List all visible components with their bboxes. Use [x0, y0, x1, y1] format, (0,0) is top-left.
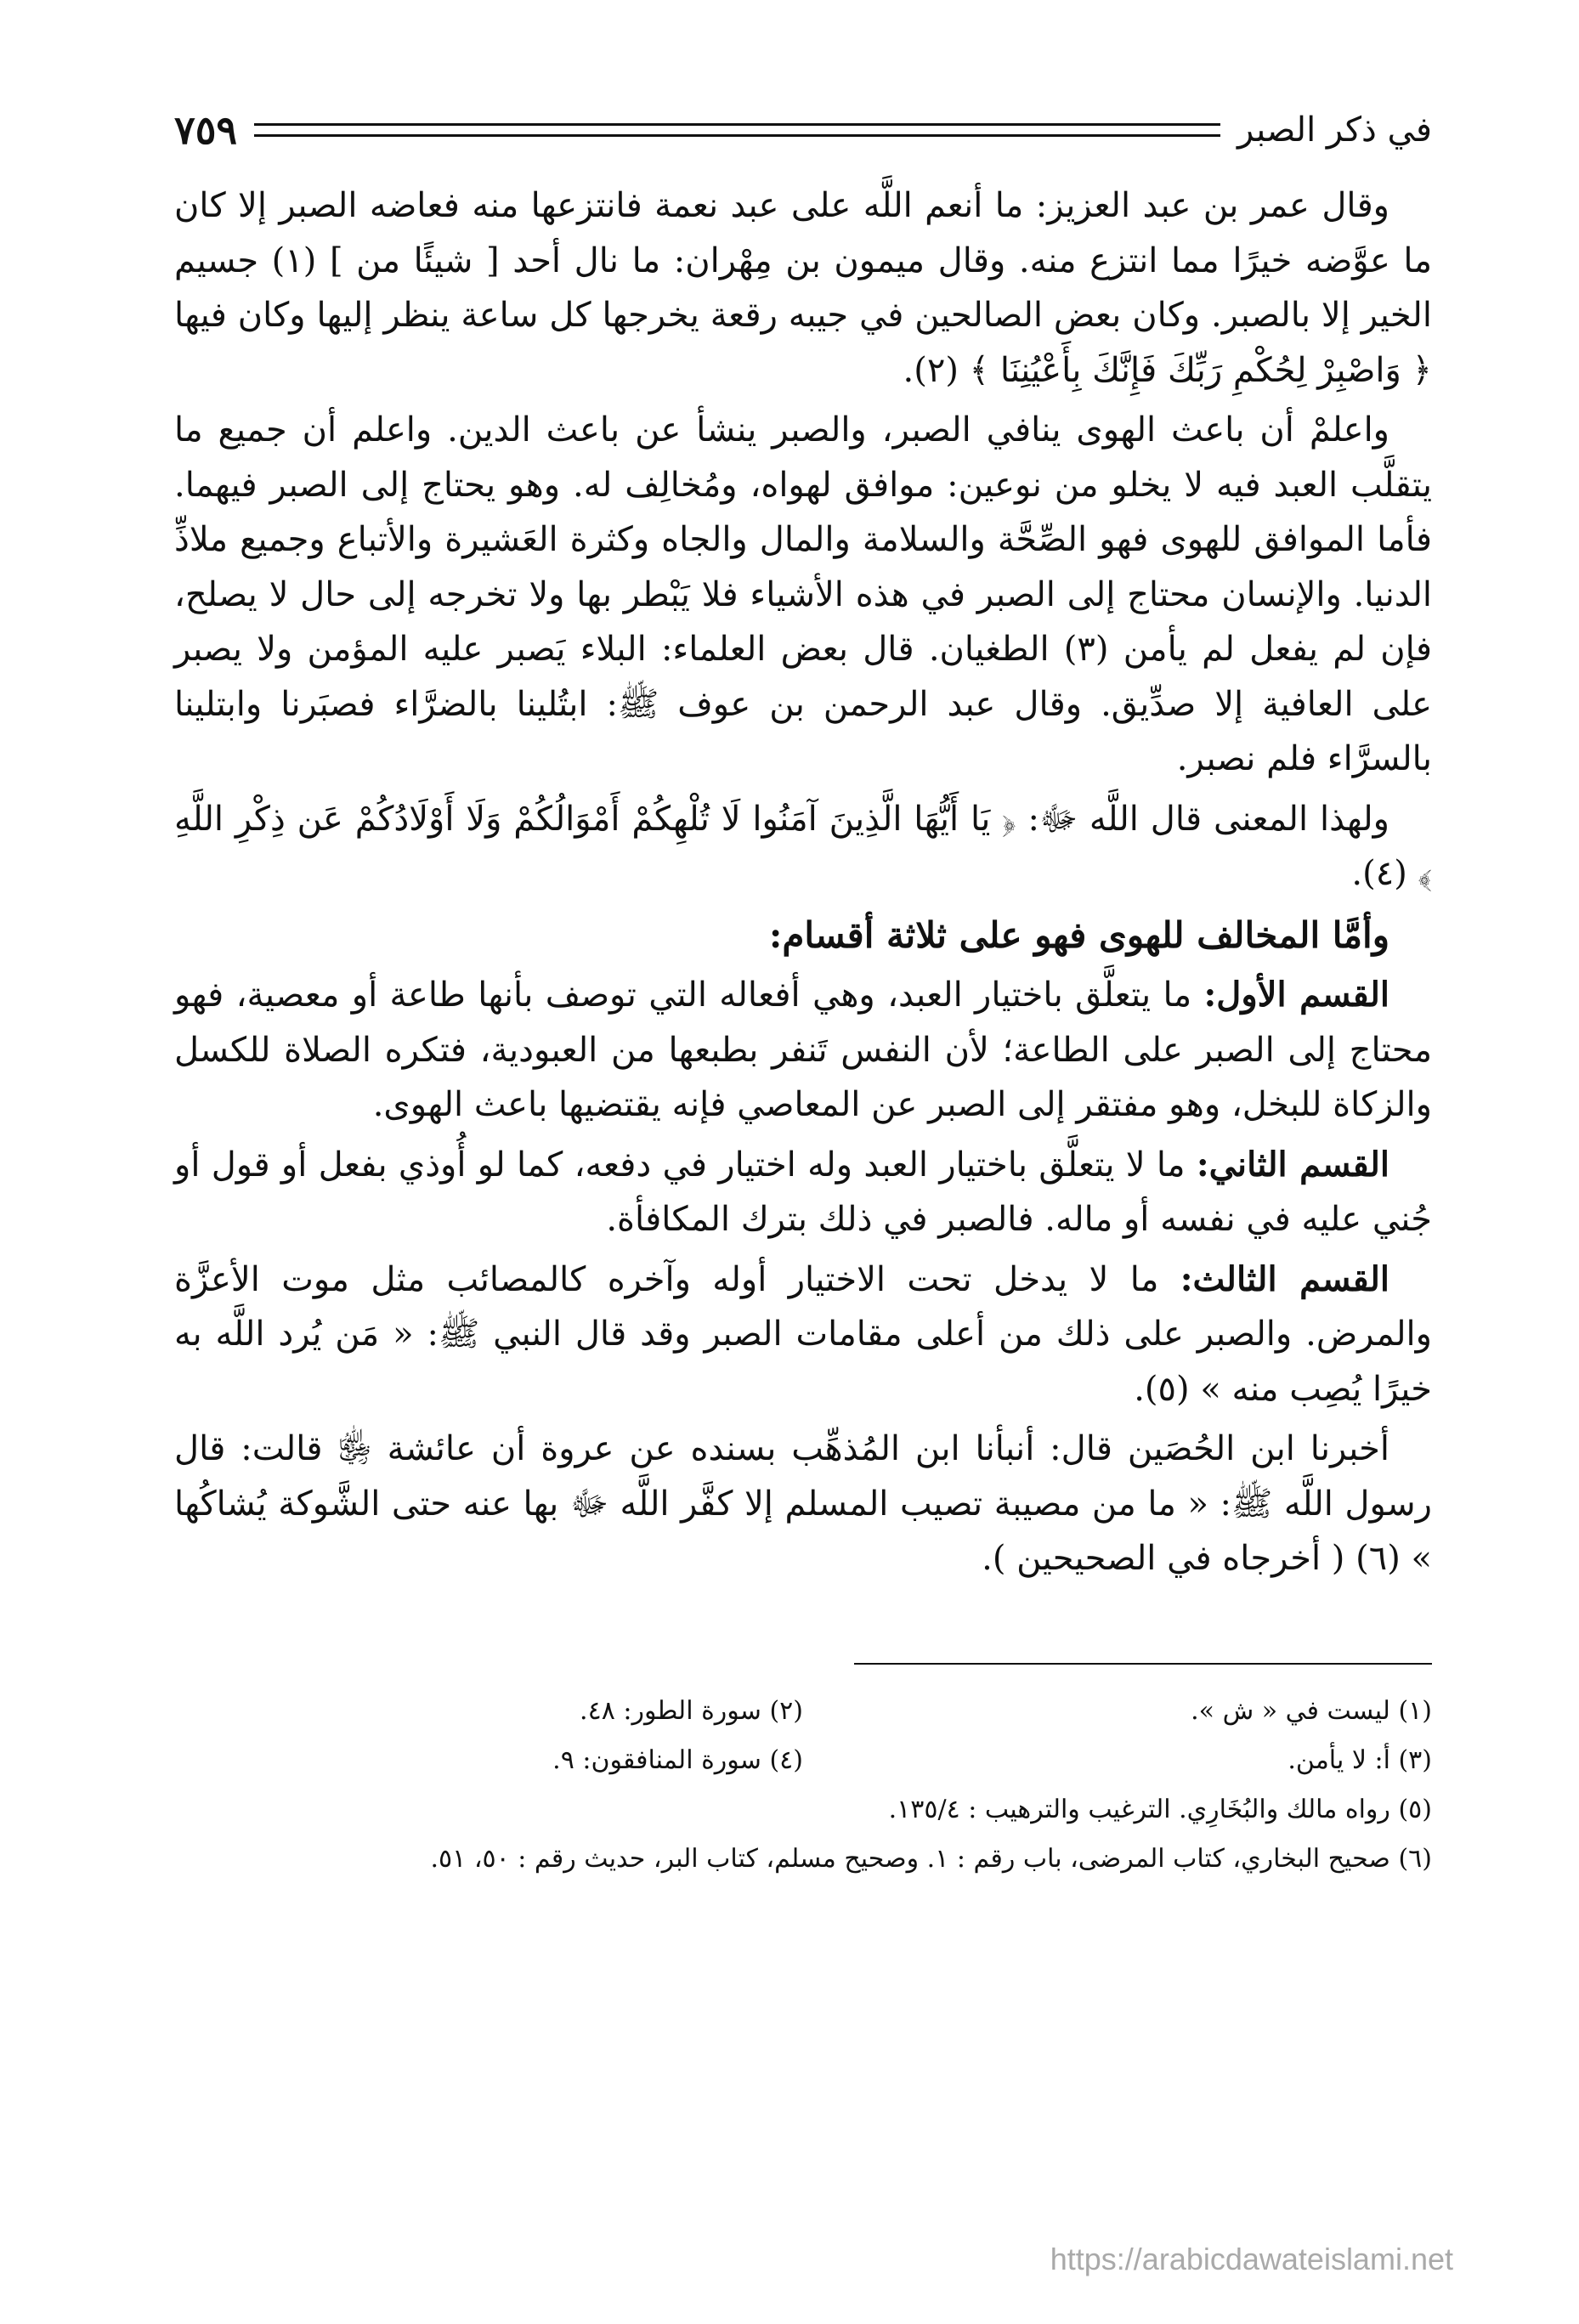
section-2-text: ما لا يتعلَّق باختيار العبد وله اختيار في دفعه، كما لو أُوذي بفعل أو قول أو جُني عليه في نفسه أو ماله. فالصبر في ذلك بترك المكافأة.	[174, 1145, 1432, 1239]
section-3-text: ما لا يدخل تحت الاختيار أوله وآخره كالمصائب مثل موت الأعزَّة والمرض. والصبر على ذلك من أعلى مقامات الصبر وقد قال النبي ﷺ: « مَن يُرد اللَّه به خيرًا يُصِب منه » (٥).	[174, 1259, 1432, 1409]
running-header	[174, 100, 1432, 160]
section-1-text: ما يتعلَّق باختيار العبد، وهي أفعاله التي توصف بأنها طاعة أو معصية، فهو محتاج إلى الصبر على الطاعة؛ لأن النفس تَنفر بطبعها من العبودية، فتكره الصلاة للكسل والزكاة للبخل، وهو مفتقر إلى الصبر عن المعاصي فإنه يقتضيها باعث الهوى.	[174, 975, 1432, 1124]
section-1	[174, 968, 1432, 1133]
closing-paragraph: أخبرنا ابن الحُصَين قال: أنبأنا ابن المُذهِّب بسنده عن عروة أن عائشة ﵂ قالت: قال رسول اللَّه ﷺ: « ما من مصيبة تصيب المسلم إلا كفَّر اللَّه ﷻ بها عنه حتى الشَّوكة يُشاكُها » (٦) ( أخرجاه في الصحيحين ).	[174, 1429, 1432, 1578]
paragraph-3: ولهذا المعنى قال اللَّه ﷻ: ﴿ يَا أَيُّهَا الَّذِينَ آمَنُوا لَا تُلْهِكُمْ أَمْوَالُكُمْ وَلَا أَوْلَادُكُمْ عَن ذِكْرِ اللَّهِ ﴾ (٤).	[174, 799, 1432, 893]
page-number: ٧٥٩	[174, 107, 238, 153]
footnote-row-2	[174, 1736, 1432, 1785]
paragraph-2: واعلمْ أن باعث الهوى ينافي الصبر، والصبر ينشأ عن باعث الدين. واعلم أن جميع ما يتقلَّب العبد فيه لا يخلو من نوعين: موافق لهواه، ومُخالِف له. وهو يحتاج إلى الصبر فيهما. فأما الموافق للهوى فهو الصِّحَّة والسلامة والمال والجاه وكثرة العَشيرة والأتباع وجميع ملاذِّ الدنيا. والإنسان محتاج إلى الصبر في هذه الأشياء فلا يَبْطر بها ولا تخرجه إلى حال لا يصلح، فإن لم يفعل لم يأمن (٣) الطغيان. قال بعض العلماء: البلاء يَصبر عليه المؤمن ولا يصبر على العافية إلا صدِّيق. وقال عبد الرحمن بن عوف ﷺ: ابتُلينا بالضرَّاء فصبَرنا وابتلينا بالسرَّاء فلم نصبر.	[174, 410, 1432, 778]
page-body	[174, 178, 1432, 1586]
paragraph-1: وقال عمر بن عبد العزيز: ما أنعم اللَّه على عبد نعمة فانتزعها منه فعاضه الصبر إلا كان ما عوَّضه خيرًا مما انتزع منه. وقال ميمون بن مِهْران: ما نال أحد [ شيئًا من ] (١) جسيم الخير إلا بالصبر. وكان بعض الصالحين في جيبه رقعة يخرجها كل ساعة ينظر إليها وكان فيها ﴿ وَاصْبِرْ لِحُكْمِ رَبِّكَ فَإِنَّكَ بِأَعْيُنِنَا ﴾ (٢).	[174, 186, 1433, 390]
footnote-5: (٥) رواه مالك والبُخَارِي. الترغيب والترهيب : ١٣٥/٤.	[888, 1794, 1432, 1824]
footnote-2: (٢) سورة الطور: ٤٨.	[580, 1695, 803, 1726]
footnotes	[174, 1687, 1432, 1884]
footnote-3: (٣) أ: لا يأمن.	[1288, 1744, 1432, 1775]
section-3-lead: القسم الثالث:	[1180, 1258, 1389, 1299]
section-2	[174, 1138, 1432, 1247]
footnote-row-1	[174, 1687, 1432, 1736]
chapter-title: في ذكر الصبر	[1237, 110, 1432, 150]
section-3	[174, 1252, 1432, 1417]
site-watermark: https://arabicdawateislami.net	[1050, 2242, 1453, 2276]
footnote-separator	[854, 1663, 1432, 1665]
footnote-4: (٤) سورة المنافقون: ٩.	[552, 1744, 803, 1775]
section-2-lead: القسم الثاني:	[1196, 1144, 1389, 1185]
section-1-lead: القسم الأول:	[1203, 975, 1389, 1015]
footnote-1: (١) ليست في « ش ».	[1191, 1695, 1432, 1726]
section-heading: وأمَّا المخالف للهوى فهو على ثلاثة أقسام:	[768, 913, 1389, 956]
footnote-6: (٦) صحيح البخاري، كتاب المرضى، باب رقم : ١. وصحيح مسلم، كتاب البر، حديث رقم : ٥٠، ٥١.	[430, 1843, 1432, 1874]
book-page	[174, 100, 1432, 1884]
header-rule	[254, 123, 1220, 137]
